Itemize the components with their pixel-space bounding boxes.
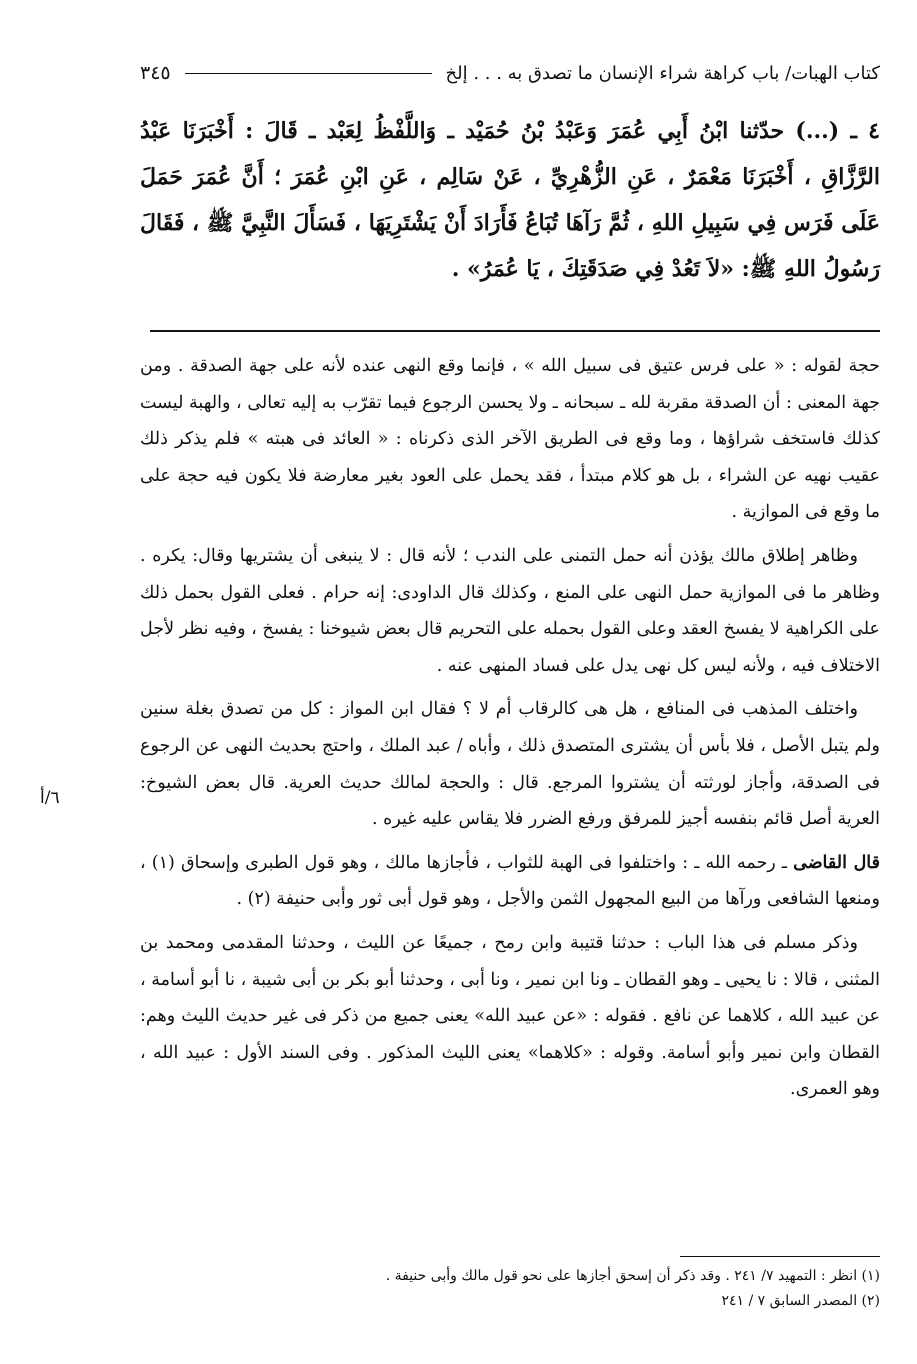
- commentary-paragraph: [140, 845, 880, 918]
- hadith-text: ٤ ـ (...) حدّثنا ابْنُ أَبِي عُمَرَ وَعَبْدُ بْنُ حُمَيْد ـ وَاللَّفْظُ لِعَبْد ـ قَالَ : أَخْبَرَنَا عَبْدُ الرَّزَّاقِ ، أَخْبَرَنَا مَعْمَرٌ ، عَنِ الزُّهْرِيِّ ، عَنْ سَالِم ، عَنِ ابْنِ عُمَرَ ؛ أَنَّ عُمَرَ حَمَلَ عَلَى فَرَس فِي سَبِيلِ اللهِ ، ثُمَّ رَآهَا تُبَاعُ فَأَرَادَ أَنْ يَشْتَرِيَهَا ، فَسَأَلَ النَّبِيَّ ﷺ ، فَقَالَ رَسُولُ اللهِ ﷺ: «لاَ تَعُدْ فِي صَدَقَتِكَ ، يَا عُمَرُ» .: [140, 118, 880, 282]
- header-title: كتاب الهبات/ باب كراهة شراء الإنسان ما تصدق به . . . إلخ: [445, 62, 880, 84]
- footnote: (٢) المصدر السابق ٧ / ٢٤١: [721, 1293, 880, 1309]
- commentary-paragraph: حجة لقوله : « على فرس عتيق فى سبيل الله » ، فإنما وقع النهى عنده لأنه على جهة الصدقة . ومن جهة المعنى : أن الصدقة مقربة لله ـ سبحانه ـ ولا يحسن الرجوع فيما تقرّب به إليه تعالى ، والهبة ليست كذلك فاستخف شراؤها ، وما وقع فى الطريق الآخر الذى ذكرناه : « العائد فى هبته » فلم يذكر ذلك عقيب نهيه عن الشراء ، بل هو كلام مبتدأ ، فقد يحمل على العود بغير معارضة فلا يكون فيه حجة على ما وقع فى الموازية .: [140, 356, 880, 523]
- manuscript-folio-note: ٦/أ: [40, 788, 60, 808]
- commentary-paragraph: [140, 538, 880, 684]
- qadi-heading: قال القاضى: [793, 852, 880, 873]
- footnote-rule: [680, 1256, 880, 1257]
- page-number: ٣٤٥: [140, 62, 171, 84]
- paragraph-text: وذكر مسلم فى هذا الباب : حدثنا قتيبة وابن رمح ، جميعًا عن الليث ، وحدثنا المقدمى ومحمد بن المثنى ، قالا : نا يحيى ـ وهو القطان ـ ونا ابن نمير ، ونا أبى ، وحدثنا أبو بكر بن أبى شيبة ، نا أبو أسامة ، عن عبيد الله ، كلاهما عن نافع . فقوله : «عن عبيد الله» يعنى جميع من ذكر فى غير حديث الليث وهم: القطان وابن نمير وأبو أسامة. وقوله : «كلاهما» يعنى الليث المذكور . وفى السند الأول : عبيد الله ، وهو العمرى.: [140, 932, 880, 1100]
- commentary-paragraph: [140, 925, 880, 1108]
- header-rule: [185, 73, 432, 74]
- commentary: [140, 348, 880, 1115]
- running-header: [140, 56, 880, 90]
- section-divider: [150, 330, 880, 332]
- paragraph-text: ـ رحمه الله ـ : واختلفوا فى الهبة للثواب ، فأجازها مالك ، وهو قول الطبرى وإسحاق (١) ، ومنعها الشافعى ورآها من البيع المجهول الثمن والأجل ، وهو قول أبى ثور وأبى حنيفة (٢) .: [140, 852, 880, 910]
- commentary-paragraph: [140, 691, 880, 837]
- paragraph-text: واختلف المذهب فى المنافع ، هل هى كالرقاب أم لا ؟ فقال ابن المواز : كل من تصدق بغلة سنين ولم يتبل الأصل ، فلا بأس أن يشترى المتصدق ذلك ، وأباه / عبد الملك ، واحتج بحديث النهى عن الرجوع فى الصدقة، وأجاز لورثته أن يشتروا المرجع. قال : والحجة لمالك حديث العرية. قال بعض الشيوخ: العرية أصل قائم بنفسه أجيز للمرفق ورفع الضرر فلا يقاس عليه غيره .: [140, 699, 880, 830]
- paragraph-text: وظاهر إطلاق مالك يؤذن أنه حمل التمنى على الندب ؛ لأنه قال : لا ينبغى أن يشتريها وقال: يكره . وظاهر ما فى الموازية حمل النهى على المنع ، وكذلك قال الداودى: إنه حرام . فعلى القول بحمل ذلك على الكراهية لا يفسخ العقد وعلى القول بحمله على التحريم قال بعض شيوخنا : يفسخ ، وفيه نظر لأجل الاختلاف فيه ، ولأنه ليس كل نهى يدل على فساد المنهى عنه .: [140, 545, 880, 676]
- footnote: (١) انظر : التمهيد ٧/ ٢٤١ . وقد ذكر أن إسحق أجازها على نحو قول مالك وأبى حنيفة .: [385, 1268, 880, 1284]
- footnotes: [140, 1264, 880, 1314]
